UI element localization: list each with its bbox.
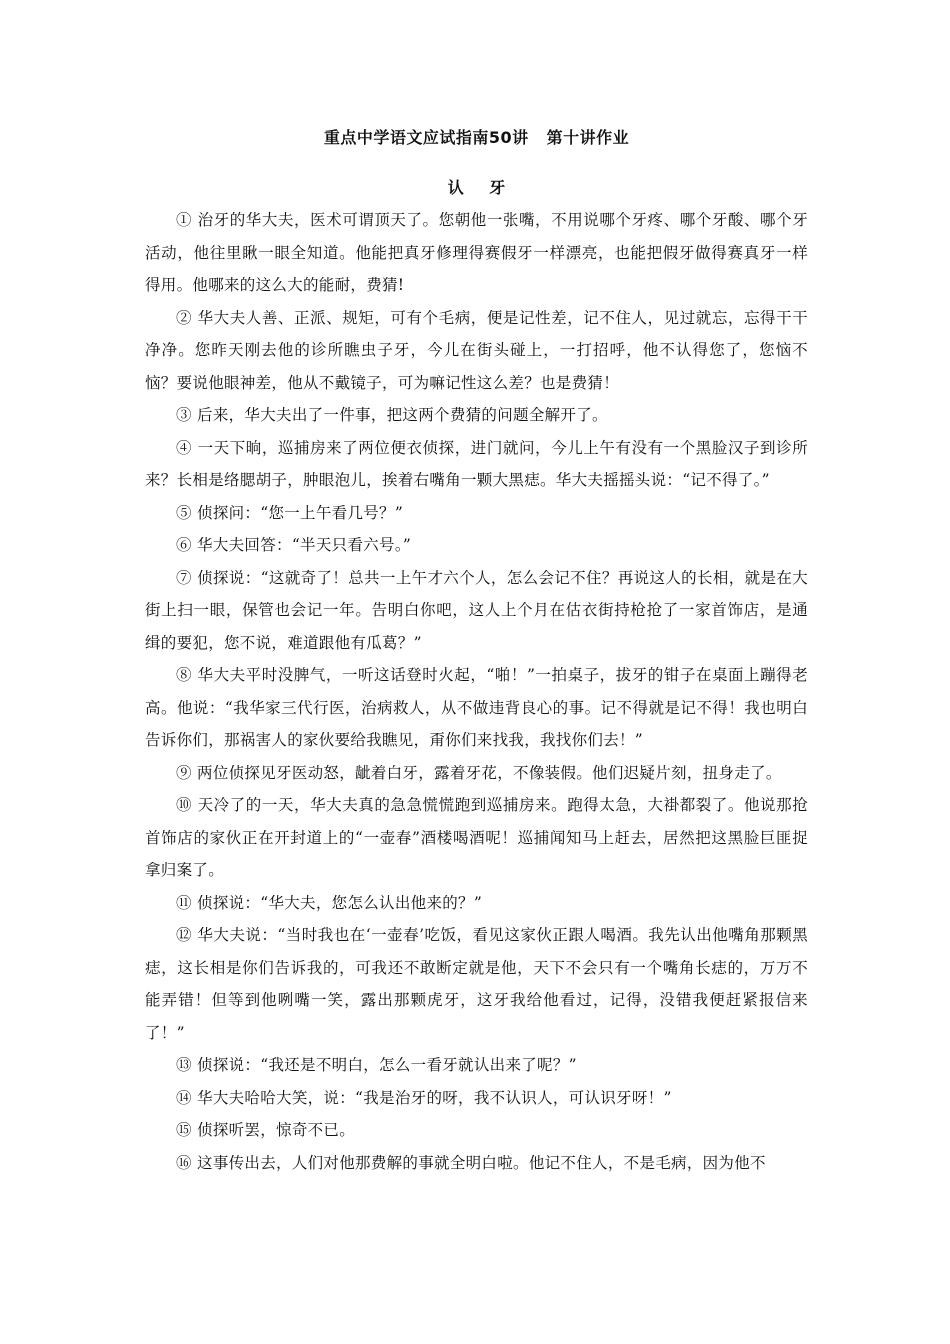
paragraph-3: ③ 后来，华大夫出了一件事，把这两个费猜的问题全解开了。 [176,406,608,424]
paragraph-2: ② 华大夫人善、正派、规矩，可有个毛病，便是记性差，记不住人，见过就忘，忘得干干净净。您昨天刚去他的诊所瞧虫子牙，今儿在街头碰上，一打招呼，他不认得您了，您恼不恼？要说他眼神差，他从不戴镜子，可为嘛记性这么差？也是费猜！ [145,308,808,392]
paragraph-15: ⑮ 侦探听罢，惊奇不已。 [176,1121,356,1139]
paragraph-16: ⑯ 这事传出去，人们对他那费解的事就全明白啦。他记不住人，不是毛病，因为他不 [176,1153,766,1172]
paragraph-4: ④ 一天下晌，巡捕房来了两位便衣侦探，进门就问，今儿上午有没有一个黑脸汉子到诊所来？长相是络腮胡子，肿眼泡儿，挨着右嘴角一颗大黑痣。华大夫摇摇头说：“记不得了。” [145,438,808,489]
paragraph-6: ⑥ 华大夫回答：“半天只看六号。” [176,536,412,554]
paragraph-10: ⑩ 天冷了的一天，华大夫真的急急慌慌跑到巡捕房来。跑得太急，大褂都裂了。他说那抢首饰店的家伙正在开封道上的“一壶春”酒楼喝酒呢！巡捕闻知马上赶去，居然把这黑脸巨匪捉拿归案了。 [145,796,808,879]
paragraph-9: ⑨ 两位侦探见牙医动怒，龇着白牙，露着牙花，不像装假。他们迟疑片刻，扭身走了。 [176,763,782,782]
paragraph-8: ⑧ 华大夫平时没脾气，一听这话登时火起，“啪！”一拍桌子，拔牙的钳子在桌面上蹦得老高。他说：“我华家三代行医，治病救人，从不做违背良心的事。记不得就是记不得！我也明白告诉你们，那祸害人的家伙要给我瞧见，甭你们来找我，我找你们去！” [145,666,808,749]
paragraph-5: ⑤ 侦探问：“您一上午看几号？” [176,503,404,522]
lesson-title: 第十讲作业 [546,128,630,147]
paragraph-14: ⑭ 华大夫哈哈大笑，说：“我是治牙的呀，我不认识人，可认识牙呀！” [176,1088,672,1107]
document-page [145,118,808,1179]
article-title: 认 牙 [447,178,516,197]
article-body [145,204,808,1179]
series-title: 重点中学语文应试指南50讲 [323,128,529,147]
paragraph-7: ⑦ 侦探说：“这就奇了！总共一上午才六个人，怎么会记不住？再说这人的长相，就是在大街上扫一眼，保管也会记一年。告明白你吧，这人上个月在估衣街持枪抢了一家首饰店，是通缉的要犯，您不说，难道跟他有瓜葛？” [145,568,808,652]
document-title [145,118,808,158]
paragraph-1: ① 治牙的华大夫，医术可谓顶天了。您朝他一张嘴，不用说哪个牙疼、哪个牙酸、哪个牙活动，他往里瞅一眼全知道。他能把真牙修理得赛假牙一样漂亮，也能把假牙做得赛真牙一样得用。他哪来的这么大的能耐，费猜! [145,211,808,294]
paragraph-12: ⑫ 华大夫说：“当时我也在‘一壶春’吃饭，看见这家伙正跟人喝酒。我先认出他嘴角那颗黑痣，这长相是你们告诉我的，可我还不敢断定就是他，天下不会只有一个嘴角长痣的，万万不能弄错！但等到他咧嘴一笑，露出那颗虎牙，这牙我给他看过，记得，没错我便赶紧报信来了！” [145,926,808,1042]
paragraph-13: ⑬ 侦探说：“我还是不明白，怎么一看牙就认出来了呢？” [176,1056,577,1074]
paragraph-11: ⑪ 侦探说：“华大夫，您怎么认出他来的？” [176,893,483,912]
